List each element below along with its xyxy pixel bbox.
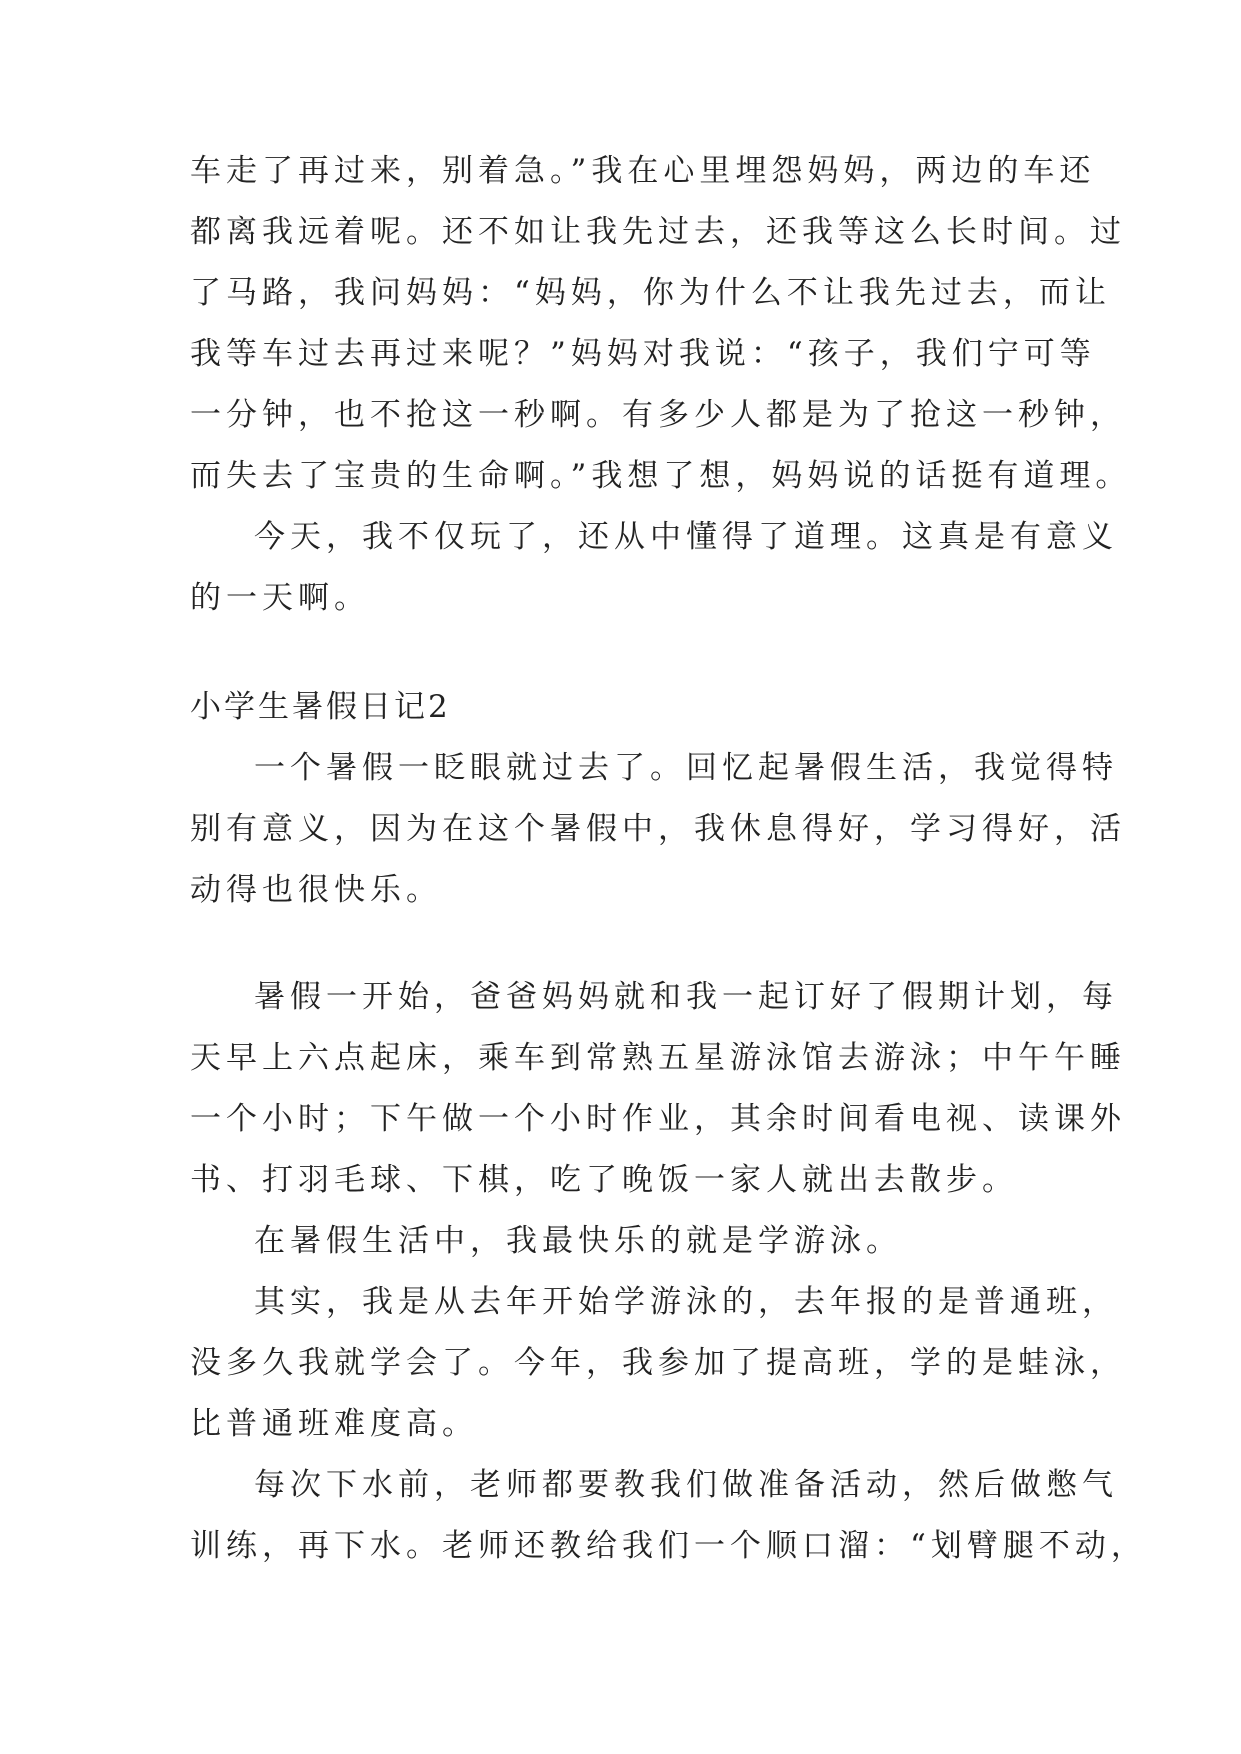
paragraph-line: 一分钟，也不抢这一秒啊。有多少人都是为了抢这一秒钟， (190, 397, 1126, 433)
paragraph-line: 今天，我不仅玩了，还从中懂得了道理。这真是有意义 (254, 519, 1118, 555)
paragraph-line: 别有意义，因为在这个暑假中，我休息得好，学习得好，活 (190, 811, 1126, 847)
paragraph-line: 了马路，我问妈妈：“妈妈，你为什么不让我先过去，而让 (190, 275, 1111, 311)
paragraph-line: 的一天啊。 (190, 580, 370, 616)
paragraph-line: 其实，我是从去年开始学游泳的，去年报的是普通班， (254, 1284, 1118, 1320)
paragraph-line: 动得也很快乐。 (190, 872, 442, 908)
paragraph-line: 都离我远着呢。还不如让我先过去，还我等这么长时间。过 (190, 214, 1126, 250)
paragraph-line: 训练，再下水。老师还教给我们一个顺口溜：“划臂腿不动， (190, 1528, 1147, 1564)
paragraph-line: 每次下水前，老师都要教我们做准备活动，然后做憋气 (254, 1467, 1118, 1503)
paragraph-line: 没多久我就学会了。今年，我参加了提高班，学的是蛙泳， (190, 1345, 1126, 1381)
paragraph-line: 一个暑假一眨眼就过去了。回忆起暑假生活，我觉得特 (254, 750, 1118, 786)
paragraph-line: 天早上六点起床，乘车到常熟五星游泳馆去游泳；中午午睡 (190, 1040, 1126, 1076)
paragraph-line: 书、打羽毛球、下棋，吃了晚饭一家人就出去散步。 (190, 1162, 1018, 1198)
section-title: 小学生暑假日记2 (190, 689, 451, 725)
paragraph-line: 在暑假生活中，我最快乐的就是学游泳。 (254, 1223, 902, 1259)
paragraph-line: 一个小时；下午做一个小时作业，其余时间看电视、读课外 (190, 1101, 1126, 1137)
paragraph-line: 车走了再过来，别着急。”我在心里埋怨妈妈，两边的车还 (190, 153, 1096, 189)
paragraph-line: 我等车过去再过来呢？”妈妈对我说：“孩子，我们宁可等 (190, 336, 1096, 372)
paragraph-line: 比普通班难度高。 (190, 1406, 478, 1442)
paragraph-line: 而失去了宝贵的生命啊。”我想了想，妈妈说的话挺有道理。 (190, 458, 1132, 494)
paragraph-line: 暑假一开始，爸爸妈妈就和我一起订好了假期计划，每 (254, 979, 1118, 1015)
